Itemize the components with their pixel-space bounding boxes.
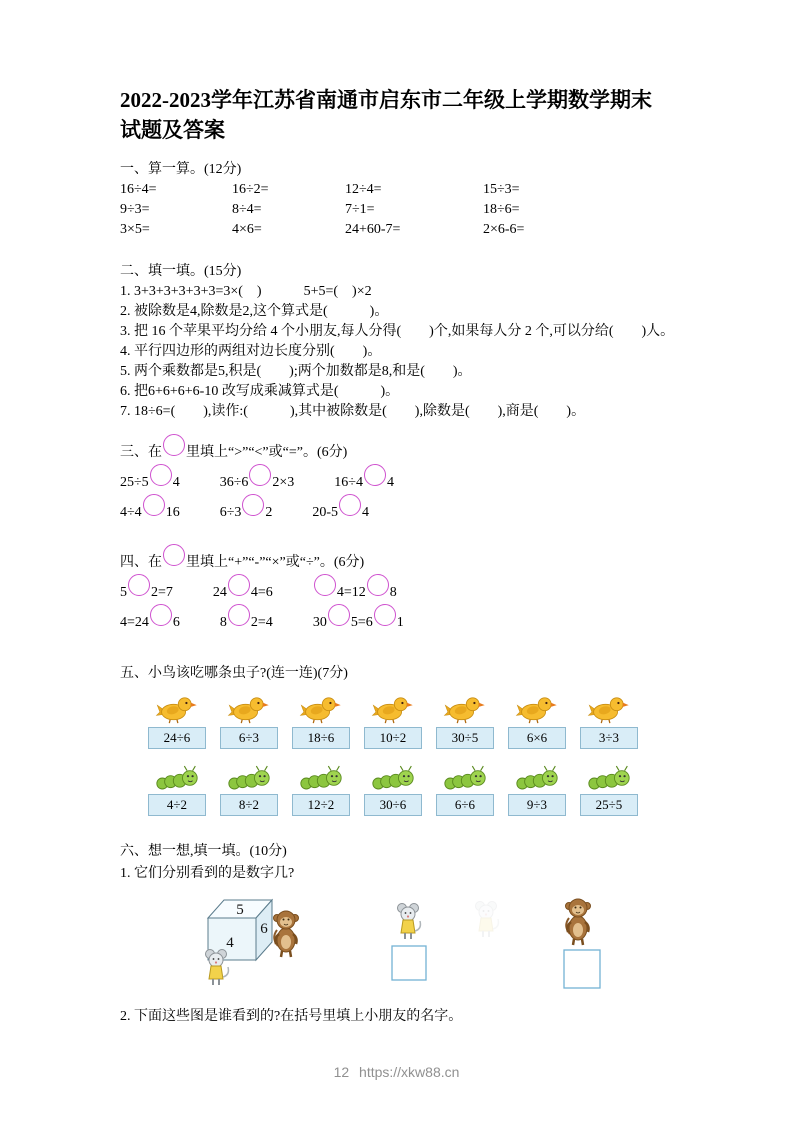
fill-item: 6. 把6+6+6+6-10 改写成乘减算式是( )。 — [120, 383, 400, 399]
worm-icon — [371, 765, 415, 791]
section-4-heading — [120, 548, 677, 578]
expression-text: 16÷4 — [334, 474, 363, 490]
calc-expression: 24+60-7= — [345, 221, 401, 237]
answer-circle — [374, 604, 396, 626]
expression-text: 里填上“>”“<”或“=”。(6分) — [186, 444, 348, 460]
mouse-left-icon — [206, 949, 229, 985]
operator-row — [120, 578, 677, 608]
answer-circle — [249, 464, 271, 486]
expression-text: 2=7 — [151, 584, 173, 600]
compare-item — [334, 468, 394, 498]
worm-column — [432, 765, 498, 816]
bird-icon — [371, 694, 415, 724]
section-5-heading: 五、小鸟该吃哪条虫子?(连一连)(7分) — [120, 665, 348, 681]
faded-figure-icon — [476, 901, 499, 937]
worms-row — [120, 765, 677, 816]
question-1: 1. 它们分别看到的是数字几? — [120, 865, 295, 881]
answer-circle — [163, 544, 185, 566]
monkey-left-icon — [274, 911, 299, 957]
cube-face-right-number: 6 — [260, 920, 268, 937]
compare-row — [120, 468, 677, 498]
compare-item — [312, 498, 369, 528]
calc-expression: 12÷4= — [345, 181, 382, 197]
expression-text: 4 — [386, 474, 394, 490]
operator-item — [213, 578, 273, 608]
expression-text: 4 — [172, 474, 180, 490]
operator-item — [120, 578, 173, 608]
worm-label: 8÷2 — [220, 794, 278, 816]
cube-face-front-number: 4 — [226, 934, 234, 951]
worm-column — [144, 765, 210, 816]
bird-label: 10÷2 — [364, 727, 422, 749]
question-2: 2. 下面这些图是谁看到的?在括号里填上小朋友的名字。 — [120, 1008, 463, 1024]
worm-label: 30÷6 — [364, 794, 422, 816]
answer-circle — [128, 574, 150, 596]
compare-item — [220, 468, 295, 498]
worm-icon — [227, 765, 271, 791]
expression-text: 30 — [312, 614, 327, 630]
monkey-right-icon — [566, 899, 591, 945]
expression-text: 16 — [165, 504, 180, 520]
section-matching — [120, 664, 677, 816]
worm-icon — [299, 765, 343, 791]
bird-icon — [515, 694, 559, 724]
worm-column — [360, 765, 426, 816]
operator-item — [120, 608, 180, 638]
expression-text: 8 — [219, 614, 227, 630]
operator-item — [313, 608, 404, 638]
bird-label: 30÷5 — [436, 727, 494, 749]
expression-text: 25÷5 — [120, 474, 149, 490]
answer-circle — [364, 464, 386, 486]
compare-item — [120, 468, 180, 498]
expression-text: 4=6 — [250, 584, 273, 600]
bird-label: 24÷6 — [148, 727, 206, 749]
bird-column — [144, 694, 210, 749]
expression-text: 6 — [172, 614, 180, 630]
answer-circle — [163, 434, 185, 456]
answer-circle — [150, 464, 172, 486]
fill-item: 3. 把 16 个苹果平均分给 4 个小朋友,每人分得( )个,如果每人分 2 个,可以分给( )人。 — [120, 323, 675, 339]
expression-text: 4=24 — [120, 614, 149, 630]
section-operators — [120, 548, 677, 638]
fill-item: 7. 18÷6=( ),读作:( ),其中被除数是( ),除数是( ),商是( )。 — [120, 403, 586, 419]
worm-label: 25÷5 — [580, 794, 638, 816]
fill-item: 1. 3+3+3+3+3+3=3×( ) 5+5=( )×2 — [120, 283, 372, 299]
expression-text: 三、在 — [120, 444, 162, 460]
answer-circle — [150, 604, 172, 626]
section-6-heading: 六、想一想,填一填。(10分) — [120, 843, 287, 859]
worm-label: 12÷2 — [292, 794, 350, 816]
bird-column — [504, 694, 570, 749]
expression-text: 5 — [120, 584, 127, 600]
bird-label: 6÷3 — [220, 727, 278, 749]
operator-item — [220, 608, 273, 638]
expression-text: 2 — [265, 504, 273, 520]
worm-icon — [515, 765, 559, 791]
worm-column — [216, 765, 282, 816]
bird-column — [360, 694, 426, 749]
expression-text: 20-5 — [312, 504, 339, 520]
calc-expression: 8÷4= — [232, 201, 262, 217]
worm-column — [288, 765, 354, 816]
bird-label: 3÷3 — [580, 727, 638, 749]
bird-label: 6×6 — [508, 727, 566, 749]
worm-icon — [587, 765, 631, 791]
mouse-center-icon — [398, 903, 421, 939]
operator-item — [313, 578, 397, 608]
bird-icon — [299, 694, 343, 724]
calc-expression: 3×5= — [120, 221, 150, 237]
expression-text: 8 — [389, 584, 397, 600]
answer-box-monkey — [564, 950, 600, 988]
answer-circle — [314, 574, 336, 596]
compare-item — [220, 498, 273, 528]
answer-circle — [143, 494, 165, 516]
expression-text: 四、在 — [120, 554, 162, 570]
bird-icon — [587, 694, 631, 724]
page-footer — [0, 1064, 793, 1080]
section-1-heading: 一、算一算。(12分) — [120, 161, 242, 177]
answer-circle — [367, 574, 389, 596]
answer-circle — [339, 494, 361, 516]
bird-icon — [155, 694, 199, 724]
section-calculate — [120, 160, 677, 240]
calc-expression: 15÷3= — [483, 181, 520, 197]
bird-icon — [443, 694, 487, 724]
answer-box-mouse — [392, 946, 426, 980]
calc-expression: 16÷2= — [232, 181, 269, 197]
bird-column — [288, 694, 354, 749]
answer-circle — [242, 494, 264, 516]
bird-column — [576, 694, 642, 749]
calc-expression: 18÷6= — [483, 201, 520, 217]
answer-circle — [228, 604, 250, 626]
calc-expression: 2×6-6= — [483, 221, 525, 237]
worm-label: 4÷2 — [148, 794, 206, 816]
number-cube — [208, 900, 272, 960]
exam-title-line1: 2022-2023学年江苏省南通市启东市二年级上学期数学期末 — [120, 88, 652, 112]
section-compare — [120, 438, 677, 528]
compare-item — [120, 498, 180, 528]
expression-text: 2=4 — [250, 614, 273, 630]
calc-expression: 7÷1= — [345, 201, 375, 217]
fill-item: 4. 平行四边形的两组对边长度分别( )。 — [120, 343, 382, 359]
operator-row — [120, 608, 677, 638]
expression-text: 4=12 — [336, 584, 366, 600]
worm-label: 6÷6 — [436, 794, 494, 816]
worm-column — [504, 765, 570, 816]
bird-column — [432, 694, 498, 749]
section-fill-in — [120, 262, 677, 422]
expression-text: 4 — [362, 504, 370, 520]
expression-text: 2×3 — [272, 474, 295, 490]
calc-expression: 16÷4= — [120, 181, 157, 197]
calc-expression: 9÷3= — [120, 201, 150, 217]
worm-icon — [155, 765, 199, 791]
expression-text: 36÷6 — [219, 474, 249, 490]
fill-item: 2. 被除数是4,除数是2,这个算式是( )。 — [120, 303, 389, 319]
section-think — [120, 842, 677, 1027]
fill-item: 5. 两个乘数都是5,积是( );两个加数都是8,和是( )。 — [120, 363, 472, 379]
cube-face-top-number: 5 — [236, 901, 244, 918]
expression-text: 24 — [212, 584, 227, 600]
footer-url: https://xkw88.cn — [359, 1064, 460, 1080]
section-2-heading: 二、填一填。(15分) — [120, 263, 242, 279]
calc-grid — [120, 180, 677, 240]
bird-icon — [227, 694, 271, 724]
expression-text: 5=6 — [350, 614, 373, 630]
answer-circle — [328, 604, 350, 626]
birds-row — [120, 694, 677, 749]
calc-expression: 4×6= — [232, 221, 262, 237]
worm-icon — [443, 765, 487, 791]
footer-page-number: 12 — [333, 1064, 350, 1080]
cube-scene-wrap — [200, 894, 677, 999]
expression-text: 4÷4 — [120, 504, 142, 520]
expression-text: 1 — [396, 614, 404, 630]
expression-text: 6÷3 — [219, 504, 242, 520]
bird-column — [216, 694, 282, 749]
worm-column — [576, 765, 642, 816]
worm-label: 9÷3 — [508, 794, 566, 816]
bird-label: 18÷6 — [292, 727, 350, 749]
compare-row — [120, 498, 677, 528]
section-3-heading — [120, 438, 677, 468]
answer-circle — [228, 574, 250, 596]
exam-title-line2: 试题及答案 — [120, 117, 225, 142]
expression-text: 里填上“+”“-”“×”或“÷”。(6分) — [186, 554, 365, 570]
exam-title — [120, 86, 677, 146]
cube-scene — [200, 894, 640, 994]
